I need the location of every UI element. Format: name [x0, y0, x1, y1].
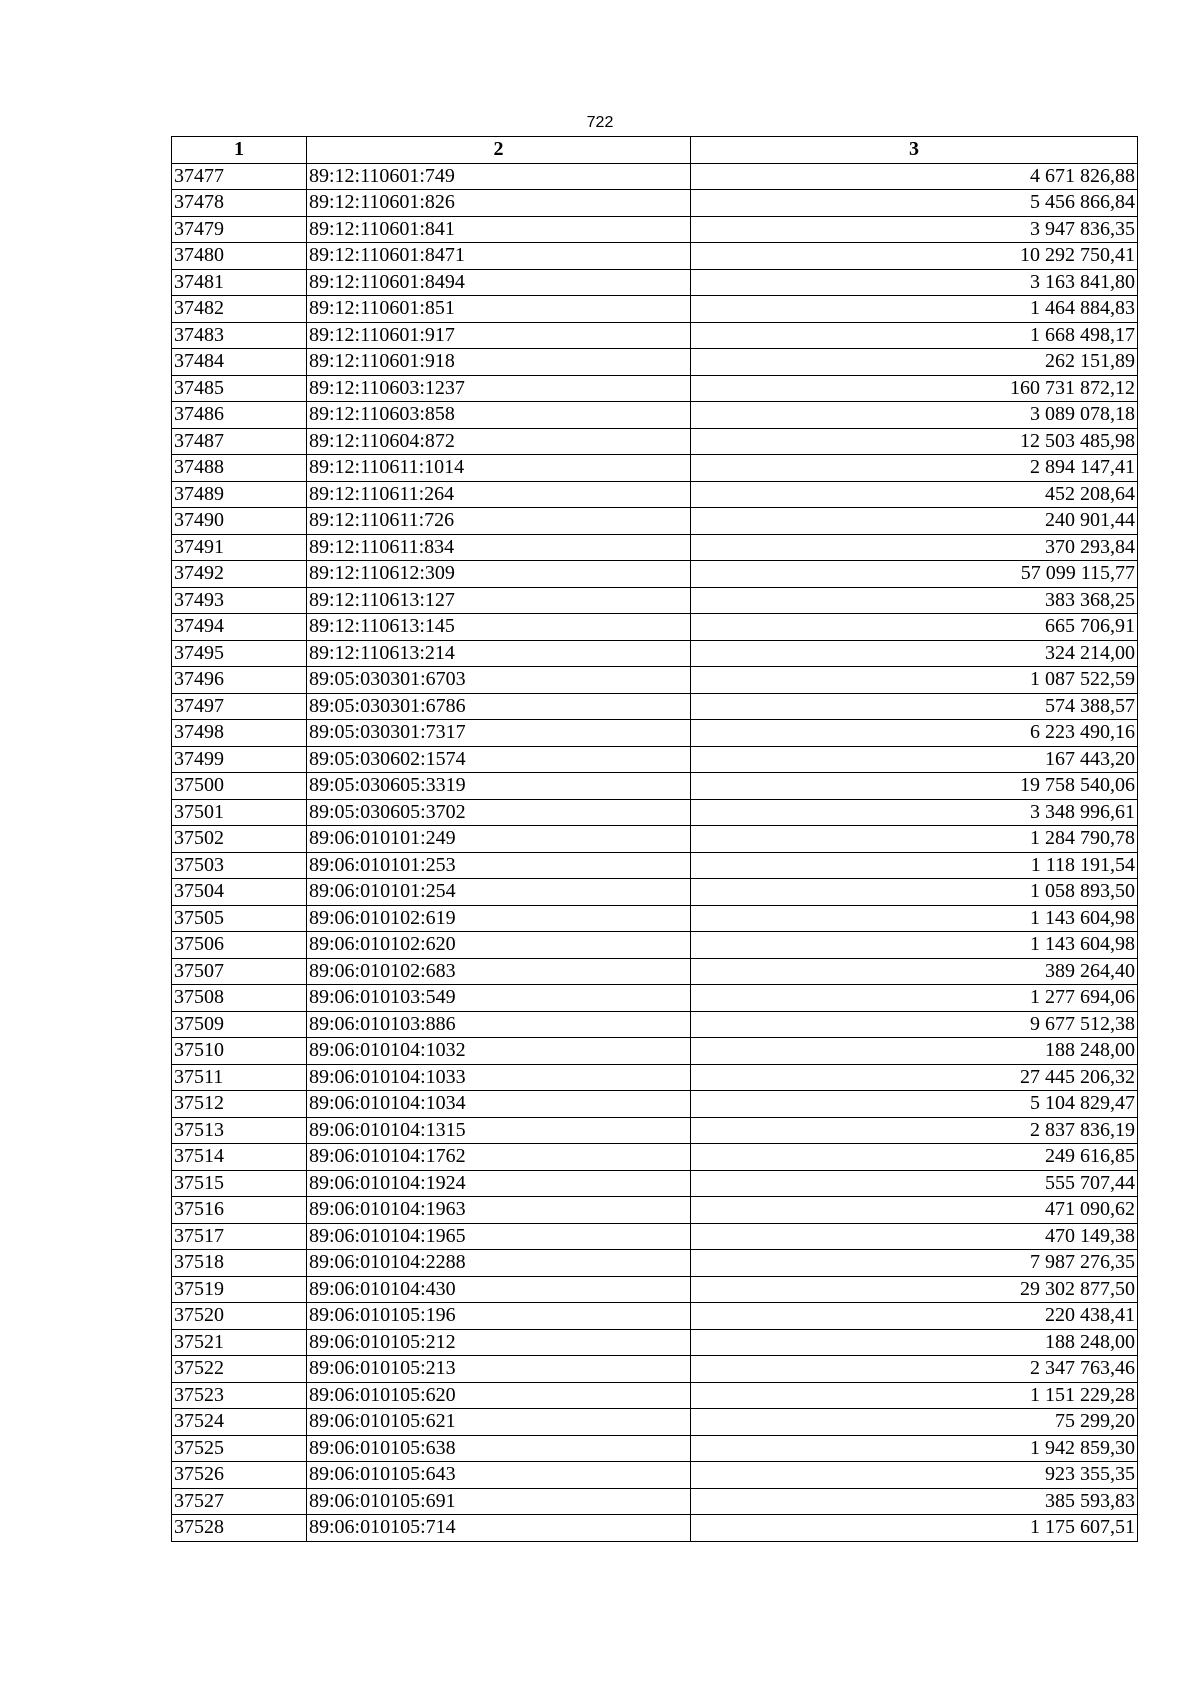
row-number-cell: 37496 [172, 667, 307, 694]
row-number-cell: 37504 [172, 879, 307, 906]
row-number-cell: 37495 [172, 640, 307, 667]
value-cell: 2 894 147,41 [691, 455, 1138, 482]
table-row [172, 958, 1138, 985]
table-row [172, 1197, 1138, 1224]
table-row [172, 746, 1138, 773]
row-number-cell: 37489 [172, 481, 307, 508]
table-row [172, 1144, 1138, 1171]
cadastral-number-cell: 89:06:010102:619 [307, 905, 691, 932]
value-cell: 2 347 763,46 [691, 1356, 1138, 1383]
table-row [172, 296, 1138, 323]
value-cell: 389 264,40 [691, 958, 1138, 985]
row-number-cell: 37521 [172, 1329, 307, 1356]
table-row [172, 1091, 1138, 1118]
table-row [172, 1409, 1138, 1436]
table-row [172, 879, 1138, 906]
table-row [172, 985, 1138, 1012]
row-number-cell: 37477 [172, 163, 307, 190]
value-cell: 1 143 604,98 [691, 932, 1138, 959]
page-number: 722 [586, 114, 614, 131]
value-cell: 555 707,44 [691, 1170, 1138, 1197]
cadastral-number-cell: 89:06:010105:620 [307, 1382, 691, 1409]
value-cell: 262 151,89 [691, 349, 1138, 376]
cadastral-number-cell: 89:06:010101:253 [307, 852, 691, 879]
cadastral-number-cell: 89:12:110611:1014 [307, 455, 691, 482]
cadastral-number-cell: 89:12:110613:127 [307, 587, 691, 614]
cadastral-number-cell: 89:06:010104:1315 [307, 1117, 691, 1144]
table-row [172, 1170, 1138, 1197]
table-row [172, 190, 1138, 217]
value-cell: 1 143 604,98 [691, 905, 1138, 932]
cadastral-number-cell: 89:12:110601:8471 [307, 243, 691, 270]
value-cell: 1 668 498,17 [691, 322, 1138, 349]
table-header [172, 137, 1138, 164]
row-number-cell: 37516 [172, 1197, 307, 1224]
cadastral-number-cell: 89:12:110603:1237 [307, 375, 691, 402]
cadastral-number-cell: 89:12:110613:214 [307, 640, 691, 667]
cadastral-number-cell: 89:12:110601:917 [307, 322, 691, 349]
cadastral-number-cell: 89:06:010105:196 [307, 1303, 691, 1330]
table-row [172, 1382, 1138, 1409]
table-row [172, 561, 1138, 588]
value-cell: 19 758 540,06 [691, 773, 1138, 800]
row-number-cell: 37517 [172, 1223, 307, 1250]
table-body [172, 163, 1138, 1541]
table-row [172, 640, 1138, 667]
value-cell: 383 368,25 [691, 587, 1138, 614]
cadastral-number-cell: 89:06:010105:638 [307, 1435, 691, 1462]
value-cell: 471 090,62 [691, 1197, 1138, 1224]
cadastral-number-cell: 89:06:010104:1762 [307, 1144, 691, 1171]
table-row [172, 1038, 1138, 1065]
cadastral-number-cell: 89:12:110611:834 [307, 534, 691, 561]
cadastral-number-cell: 89:12:110601:851 [307, 296, 691, 323]
table-row [172, 1435, 1138, 1462]
row-number-cell: 37527 [172, 1488, 307, 1515]
value-cell: 57 099 115,77 [691, 561, 1138, 588]
row-number-cell: 37525 [172, 1435, 307, 1462]
value-cell: 5 456 866,84 [691, 190, 1138, 217]
row-number-cell: 37497 [172, 693, 307, 720]
value-cell: 1 118 191,54 [691, 852, 1138, 879]
cadastral-number-cell: 89:06:010104:430 [307, 1276, 691, 1303]
table-row [172, 1011, 1138, 1038]
row-number-cell: 37479 [172, 216, 307, 243]
cadastral-number-cell: 89:12:110603:858 [307, 402, 691, 429]
row-number-cell: 37515 [172, 1170, 307, 1197]
value-cell: 188 248,00 [691, 1329, 1138, 1356]
row-number-cell: 37503 [172, 852, 307, 879]
table-row [172, 322, 1138, 349]
row-number-cell: 37523 [172, 1382, 307, 1409]
value-cell: 5 104 829,47 [691, 1091, 1138, 1118]
cadastral-number-cell: 89:12:110601:8494 [307, 269, 691, 296]
row-number-cell: 37481 [172, 269, 307, 296]
table-row [172, 773, 1138, 800]
cadastral-number-cell: 89:12:110613:145 [307, 614, 691, 641]
value-cell: 75 299,20 [691, 1409, 1138, 1436]
cadastral-number-cell: 89:06:010103:886 [307, 1011, 691, 1038]
row-number-cell: 37493 [172, 587, 307, 614]
row-number-cell: 37494 [172, 614, 307, 641]
cadastral-number-cell: 89:06:010104:1033 [307, 1064, 691, 1091]
value-cell: 12 503 485,98 [691, 428, 1138, 455]
cadastral-number-cell: 89:12:110601:749 [307, 163, 691, 190]
row-number-cell: 37506 [172, 932, 307, 959]
table-row [172, 1223, 1138, 1250]
row-number-cell: 37524 [172, 1409, 307, 1436]
value-cell: 574 388,57 [691, 693, 1138, 720]
cadastral-number-cell: 89:12:110604:872 [307, 428, 691, 455]
header-column-2: 2 [307, 137, 691, 164]
row-number-cell: 37511 [172, 1064, 307, 1091]
cadastral-number-cell: 89:06:010102:683 [307, 958, 691, 985]
cadastral-number-cell: 89:06:010105:621 [307, 1409, 691, 1436]
table-row [172, 1117, 1138, 1144]
cadastral-number-cell: 89:05:030605:3702 [307, 799, 691, 826]
cadastral-number-cell: 89:06:010104:1963 [307, 1197, 691, 1224]
row-number-cell: 37522 [172, 1356, 307, 1383]
value-cell: 3 163 841,80 [691, 269, 1138, 296]
cadastral-number-cell: 89:06:010105:691 [307, 1488, 691, 1515]
value-cell: 370 293,84 [691, 534, 1138, 561]
cadastral-number-cell: 89:06:010104:1032 [307, 1038, 691, 1065]
table-row [172, 1303, 1138, 1330]
value-cell: 1 175 607,51 [691, 1515, 1138, 1542]
value-cell: 665 706,91 [691, 614, 1138, 641]
table-row [172, 243, 1138, 270]
table-row [172, 508, 1138, 535]
row-number-cell: 37484 [172, 349, 307, 376]
cadastral-number-cell: 89:05:030605:3319 [307, 773, 691, 800]
value-cell: 324 214,00 [691, 640, 1138, 667]
row-number-cell: 37513 [172, 1117, 307, 1144]
table-row [172, 932, 1138, 959]
row-number-cell: 37520 [172, 1303, 307, 1330]
cadastral-number-cell: 89:12:110612:309 [307, 561, 691, 588]
table-row [172, 826, 1138, 853]
cadastral-number-cell: 89:06:010104:2288 [307, 1250, 691, 1277]
cadastral-number-cell: 89:06:010104:1034 [307, 1091, 691, 1118]
table-row [172, 1462, 1138, 1489]
row-number-cell: 37508 [172, 985, 307, 1012]
value-cell: 160 731 872,12 [691, 375, 1138, 402]
cadastral-number-cell: 89:06:010103:549 [307, 985, 691, 1012]
row-number-cell: 37502 [172, 826, 307, 853]
header-column-1: 1 [172, 137, 307, 164]
table-row [172, 905, 1138, 932]
cadastral-number-cell: 89:06:010104:1965 [307, 1223, 691, 1250]
table-row [172, 163, 1138, 190]
value-cell: 240 901,44 [691, 508, 1138, 535]
value-cell: 3 089 078,18 [691, 402, 1138, 429]
table-row [172, 1276, 1138, 1303]
value-cell: 4 671 826,88 [691, 163, 1138, 190]
row-number-cell: 37526 [172, 1462, 307, 1489]
row-number-cell: 37482 [172, 296, 307, 323]
cadastral-number-cell: 89:06:010104:1924 [307, 1170, 691, 1197]
header-row [172, 137, 1138, 164]
value-cell: 9 677 512,38 [691, 1011, 1138, 1038]
table-row [172, 428, 1138, 455]
row-number-cell: 37490 [172, 508, 307, 535]
row-number-cell: 37488 [172, 455, 307, 482]
value-cell: 1 284 790,78 [691, 826, 1138, 853]
table-row [172, 799, 1138, 826]
cadastral-number-cell: 89:05:030301:6786 [307, 693, 691, 720]
row-number-cell: 37485 [172, 375, 307, 402]
cadastral-number-cell: 89:12:110601:841 [307, 216, 691, 243]
cadastral-number-cell: 89:06:010101:249 [307, 826, 691, 853]
value-cell: 7 987 276,35 [691, 1250, 1138, 1277]
cadastral-number-cell: 89:12:110601:918 [307, 349, 691, 376]
table-row [172, 1515, 1138, 1542]
table-row [172, 402, 1138, 429]
row-number-cell: 37498 [172, 720, 307, 747]
row-number-cell: 37514 [172, 1144, 307, 1171]
row-number-cell: 37507 [172, 958, 307, 985]
row-number-cell: 37491 [172, 534, 307, 561]
value-cell: 470 149,38 [691, 1223, 1138, 1250]
row-number-cell: 37486 [172, 402, 307, 429]
value-cell: 923 355,35 [691, 1462, 1138, 1489]
value-cell: 6 223 490,16 [691, 720, 1138, 747]
row-number-cell: 37483 [172, 322, 307, 349]
row-number-cell: 37512 [172, 1091, 307, 1118]
cadastral-number-cell: 89:12:110611:726 [307, 508, 691, 535]
table-row [172, 693, 1138, 720]
cadastral-number-cell: 89:12:110611:264 [307, 481, 691, 508]
value-cell: 1 151 229,28 [691, 1382, 1138, 1409]
cadastral-number-cell: 89:06:010102:620 [307, 932, 691, 959]
row-number-cell: 37505 [172, 905, 307, 932]
value-cell: 249 616,85 [691, 1144, 1138, 1171]
cadastral-number-cell: 89:06:010105:212 [307, 1329, 691, 1356]
cadastral-number-cell: 89:06:010105:643 [307, 1462, 691, 1489]
value-cell: 1 087 522,59 [691, 667, 1138, 694]
header-column-3: 3 [691, 137, 1138, 164]
table-row [172, 614, 1138, 641]
row-number-cell: 37499 [172, 746, 307, 773]
row-number-cell: 37492 [172, 561, 307, 588]
data-table [171, 136, 1138, 1542]
table-row [172, 1356, 1138, 1383]
table-row [172, 216, 1138, 243]
row-number-cell: 37500 [172, 773, 307, 800]
table-row [172, 720, 1138, 747]
table-row [172, 349, 1138, 376]
value-cell: 188 248,00 [691, 1038, 1138, 1065]
cadastral-number-cell: 89:06:010105:213 [307, 1356, 691, 1383]
row-number-cell: 37478 [172, 190, 307, 217]
cadastral-number-cell: 89:12:110601:826 [307, 190, 691, 217]
value-cell: 167 443,20 [691, 746, 1138, 773]
table-row [172, 1064, 1138, 1091]
table-row [172, 1488, 1138, 1515]
value-cell: 3 348 996,61 [691, 799, 1138, 826]
cadastral-number-cell: 89:05:030602:1574 [307, 746, 691, 773]
value-cell: 2 837 836,19 [691, 1117, 1138, 1144]
table-row [172, 269, 1138, 296]
value-cell: 220 438,41 [691, 1303, 1138, 1330]
table-row [172, 667, 1138, 694]
cadastral-number-cell: 89:05:030301:6703 [307, 667, 691, 694]
value-cell: 27 445 206,32 [691, 1064, 1138, 1091]
table-row [172, 852, 1138, 879]
table-row [172, 375, 1138, 402]
row-number-cell: 37501 [172, 799, 307, 826]
table-row [172, 481, 1138, 508]
row-number-cell: 37510 [172, 1038, 307, 1065]
row-number-cell: 37487 [172, 428, 307, 455]
value-cell: 1 277 694,06 [691, 985, 1138, 1012]
table-row [172, 1250, 1138, 1277]
cadastral-number-cell: 89:06:010105:714 [307, 1515, 691, 1542]
value-cell: 10 292 750,41 [691, 243, 1138, 270]
table-row [172, 534, 1138, 561]
value-cell: 3 947 836,35 [691, 216, 1138, 243]
table-row [172, 587, 1138, 614]
row-number-cell: 37480 [172, 243, 307, 270]
row-number-cell: 37528 [172, 1515, 307, 1542]
value-cell: 29 302 877,50 [691, 1276, 1138, 1303]
cadastral-number-cell: 89:06:010101:254 [307, 879, 691, 906]
table-row [172, 455, 1138, 482]
table-row [172, 1329, 1138, 1356]
cadastral-number-cell: 89:05:030301:7317 [307, 720, 691, 747]
row-number-cell: 37518 [172, 1250, 307, 1277]
value-cell: 1 464 884,83 [691, 296, 1138, 323]
value-cell: 1 942 859,30 [691, 1435, 1138, 1462]
row-number-cell: 37509 [172, 1011, 307, 1038]
value-cell: 1 058 893,50 [691, 879, 1138, 906]
value-cell: 385 593,83 [691, 1488, 1138, 1515]
row-number-cell: 37519 [172, 1276, 307, 1303]
value-cell: 452 208,64 [691, 481, 1138, 508]
